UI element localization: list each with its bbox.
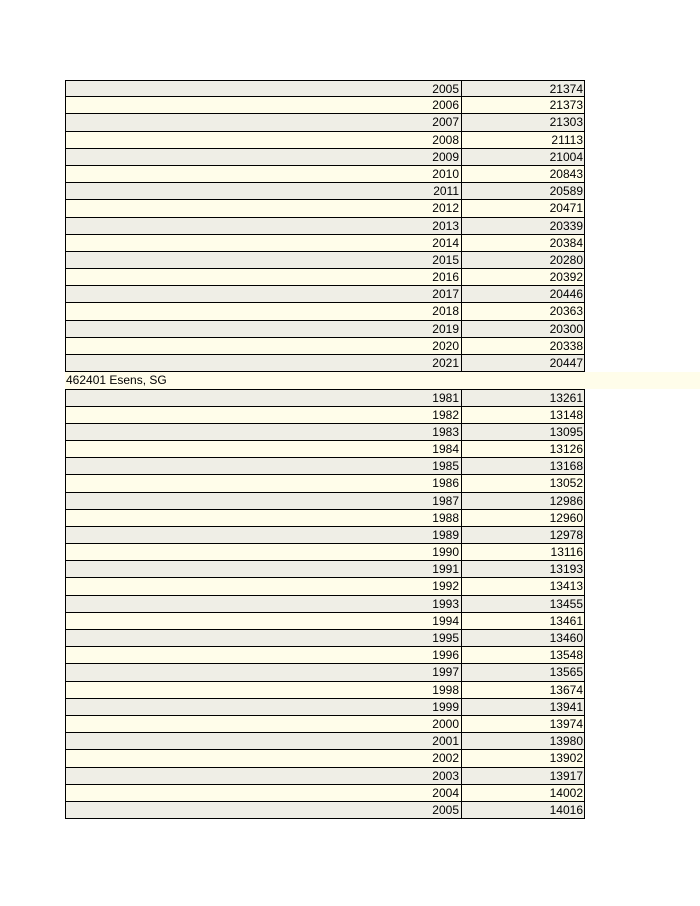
value-cell: 21373	[549, 98, 583, 113]
table-row	[65, 750, 585, 767]
year-cell: 1985	[66, 458, 462, 474]
table-row	[65, 114, 585, 131]
table-row	[65, 132, 585, 149]
table-row	[65, 596, 585, 613]
year-cell: 2003	[66, 768, 462, 784]
value-cell: 13674	[549, 682, 583, 697]
year-cell: 2000	[66, 716, 462, 732]
table-row	[65, 733, 585, 750]
value-cell: 13193	[549, 562, 583, 577]
value-cell: 20447	[549, 356, 583, 370]
year-cell: 1998	[66, 682, 462, 698]
table-row	[65, 149, 585, 166]
value-cell: 13460	[549, 631, 583, 645]
year-cell: 2019	[66, 321, 462, 337]
year-cell: 1989	[66, 527, 462, 543]
table-row	[65, 458, 585, 475]
table-row	[65, 80, 585, 97]
table-row	[65, 561, 585, 578]
table-row	[65, 321, 585, 338]
year-cell: 2010	[66, 166, 462, 182]
value-cell: 20384	[549, 235, 583, 250]
year-cell: 1983	[66, 424, 462, 440]
year-cell: 2014	[66, 235, 462, 251]
table-row	[65, 527, 585, 544]
table-row	[65, 252, 585, 269]
value-cell: 13052	[549, 476, 583, 491]
year-cell: 2016	[66, 269, 462, 285]
value-cell: 21374	[549, 82, 583, 96]
value-cell: 20300	[549, 321, 583, 336]
table-row	[65, 235, 585, 252]
value-cell: 13565	[549, 665, 583, 680]
table-row	[65, 544, 585, 561]
value-cell: 20339	[549, 218, 583, 233]
value-cell: 20471	[549, 201, 583, 216]
year-cell: 2009	[66, 149, 462, 165]
year-cell: 1999	[66, 699, 462, 715]
table-row	[65, 578, 585, 595]
year-cell: 1996	[66, 647, 462, 663]
year-cell: 1990	[66, 544, 462, 560]
table-row	[65, 647, 585, 664]
value-cell: 13413	[549, 579, 583, 594]
year-cell: 2021	[66, 355, 462, 371]
table-row	[65, 613, 585, 630]
value-cell: 20363	[549, 304, 583, 319]
year-cell: 1987	[66, 493, 462, 509]
year-cell: 1993	[66, 596, 462, 612]
table-row	[65, 286, 585, 303]
value-cell: 13116	[550, 545, 583, 560]
year-cell: 1997	[66, 664, 462, 680]
value-cell: 20338	[549, 338, 583, 353]
year-cell: 2008	[66, 132, 462, 148]
table-row	[65, 200, 585, 217]
year-cell: 1984	[66, 441, 462, 457]
value-cell: 12986	[549, 493, 583, 508]
value-cell: 21303	[549, 115, 583, 130]
value-cell: 13168	[549, 459, 583, 474]
value-cell: 12978	[549, 527, 583, 542]
year-cell: 2004	[66, 785, 462, 801]
year-cell: 2005	[66, 802, 462, 818]
value-cell: 13980	[549, 734, 583, 749]
value-cell: 13148	[549, 407, 583, 422]
table-row	[65, 183, 585, 200]
table-row	[65, 768, 585, 785]
table-row	[65, 338, 585, 355]
value-cell: 13941	[549, 699, 583, 714]
table-row	[65, 389, 585, 406]
table-row	[65, 303, 585, 320]
value-cell: 20280	[549, 252, 583, 267]
value-cell: 13261	[549, 391, 583, 406]
year-cell: 2006	[66, 97, 462, 113]
value-cell: 12960	[549, 510, 583, 525]
region-header: 462401 Esens, SG	[65, 372, 700, 389]
table-row	[65, 664, 585, 681]
year-cell: 2012	[66, 200, 462, 216]
year-cell: 2011	[66, 183, 462, 199]
year-cell: 2020	[66, 338, 462, 354]
year-cell: 2018	[66, 303, 462, 319]
value-cell: 13095	[549, 424, 583, 439]
year-cell: 1982	[66, 407, 462, 423]
year-cell: 2007	[66, 114, 462, 130]
table-row	[65, 699, 585, 716]
value-cell: 20589	[549, 184, 583, 199]
value-cell: 20843	[549, 166, 583, 181]
table-row	[65, 802, 585, 819]
value-cell: 13126	[549, 441, 583, 456]
year-cell: 1986	[66, 475, 462, 491]
year-cell: 1995	[66, 630, 462, 646]
year-cell: 2017	[66, 286, 462, 302]
table-row	[65, 218, 585, 235]
year-cell: 1994	[66, 613, 462, 629]
year-cell: 1991	[66, 561, 462, 577]
year-cell: 1992	[66, 578, 462, 594]
table-row	[65, 493, 585, 510]
value-cell: 13902	[549, 751, 583, 766]
table-row	[65, 97, 585, 114]
value-cell: 14002	[549, 785, 583, 800]
year-cell: 2001	[66, 733, 462, 749]
year-cell: 1988	[66, 510, 462, 526]
year-cell: 1981	[66, 390, 462, 405]
table-row	[65, 475, 585, 492]
year-cell: 2013	[66, 218, 462, 234]
year-cell: 2002	[66, 750, 462, 766]
table-row	[65, 166, 585, 183]
value-cell: 21113	[551, 132, 583, 147]
table-row	[65, 269, 585, 286]
table-row	[65, 441, 585, 458]
table-row	[65, 407, 585, 424]
value-cell: 21004	[549, 149, 583, 164]
table-row	[65, 510, 585, 527]
value-cell: 13461	[549, 613, 583, 628]
value-cell: 20446	[549, 287, 583, 302]
year-cell: 2005	[66, 81, 462, 96]
value-cell: 13917	[549, 768, 583, 783]
table-row	[65, 630, 585, 647]
value-cell: 13548	[549, 648, 583, 663]
table-row	[65, 716, 585, 733]
table-row	[65, 424, 585, 441]
table-row	[65, 682, 585, 699]
value-cell: 20392	[549, 270, 583, 285]
population-table	[65, 80, 700, 819]
value-cell: 13974	[549, 716, 583, 731]
value-cell: 14016	[549, 802, 583, 817]
table-row	[65, 355, 585, 372]
value-cell: 13455	[549, 596, 583, 611]
table-row	[65, 785, 585, 802]
year-cell: 2015	[66, 252, 462, 268]
